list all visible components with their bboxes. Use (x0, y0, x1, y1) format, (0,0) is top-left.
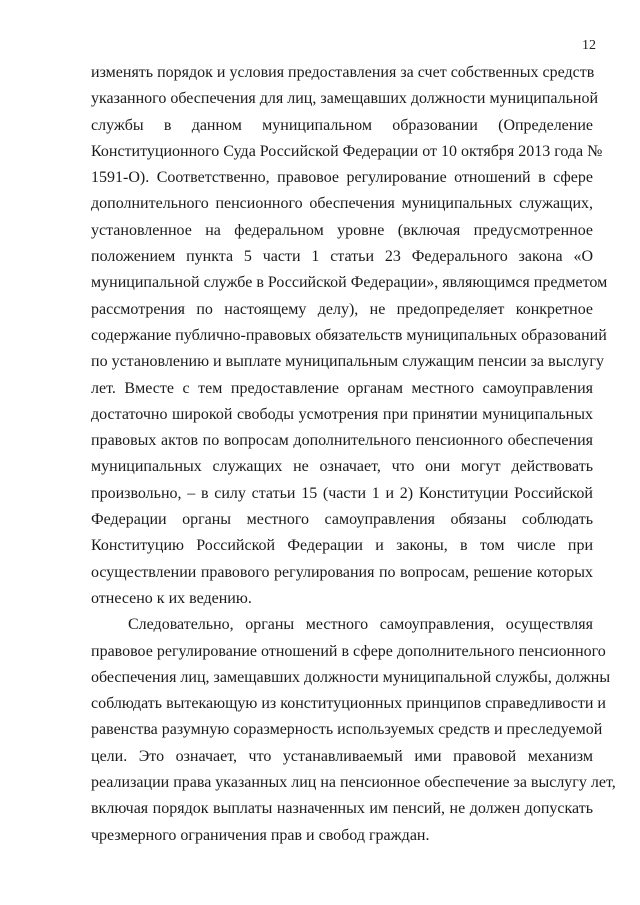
text-line: цели. Это означает, что устанавливаемый ими правовой механизм (91, 747, 593, 765)
text-line: лет. Вместе с тем предоставление органам местного самоуправления (91, 379, 593, 397)
text-line: осуществлении правового регулирования по вопросам, решение которых (91, 563, 593, 581)
text-line: соблюдать вытекающую из конституционных принципов справедливости и (91, 695, 606, 713)
text-line: обеспечения лиц, замещавших должности муниципальной службы, должны (91, 668, 611, 686)
text-line: достаточно широкой свободы усмотрения при принятии муниципальных (91, 405, 593, 423)
text-line: положением пункта 5 части 1 статьи 23 Федерального закона «О (91, 248, 593, 266)
text-line: правовое регулирование отношений в сфере дополнительного пенсионного (91, 642, 606, 660)
text-line: правовых актов по вопросам дополнительного пенсионного обеспечения (91, 432, 593, 450)
text-line: Следовательно, органы местного самоуправления, осуществляя (128, 616, 593, 634)
text-line: реализации права указанных лиц на пенсионное обеспечение за выслугу лет, (91, 774, 616, 792)
text-line: чрезмерного ограничения прав и свобод граждан. (91, 826, 430, 844)
text-line: муниципальной службе в Российской Федерации», являющимся предметом (91, 274, 608, 292)
paragraph-1 (91, 60, 608, 612)
text-line: указанного обеспечения для лиц, замещавших должности муниципальной (91, 90, 599, 108)
page-number: 12 (582, 38, 596, 53)
text-line: отнесено к их ведению. (91, 589, 252, 607)
text-line: установленное на федеральном уровне (включая предусмотренное (91, 221, 593, 239)
text-line: Конституционного Суда Российской Федерации от 10 октября 2013 года № (91, 142, 603, 160)
text-line: дополнительного пенсионного обеспечения муниципальных служащих, (91, 195, 593, 213)
paragraph-2 (91, 612, 616, 849)
text-line: произвольно, – в силу статьи 15 (части 1 и 2) Конституции Российской (91, 484, 593, 502)
text-line: Федерации органы местного самоуправления обязаны соблюдать (91, 511, 593, 529)
text-line: равенства разумную соразмерность используемых средств и преследуемой (91, 721, 603, 739)
text-line: изменять порядок и условия предоставления за счет собственных средств (91, 64, 595, 81)
text-line: Конституцию Российской Федерации и законы, в том числе при (91, 537, 593, 555)
text-line: содержание публично-правовых обязательств муниципальных образований (91, 326, 607, 344)
text-line: рассмотрения по настоящему делу), не предопределяет конкретное (91, 300, 593, 318)
document-body (91, 60, 616, 849)
text-line: 1591-О). Соответственно, правовое регулирование отношений в сфере (91, 169, 593, 187)
text-line: включая порядок выплаты назначенных им пенсий, не должен допускать (91, 800, 593, 818)
text-line: службы в данном муниципальном образовании (Определение (91, 116, 593, 134)
text-line: муниципальных служащих не означает, что они могут действовать (91, 458, 593, 476)
text-line: по установлению и выплате муниципальным служащим пенсии за выслугу (91, 353, 604, 371)
